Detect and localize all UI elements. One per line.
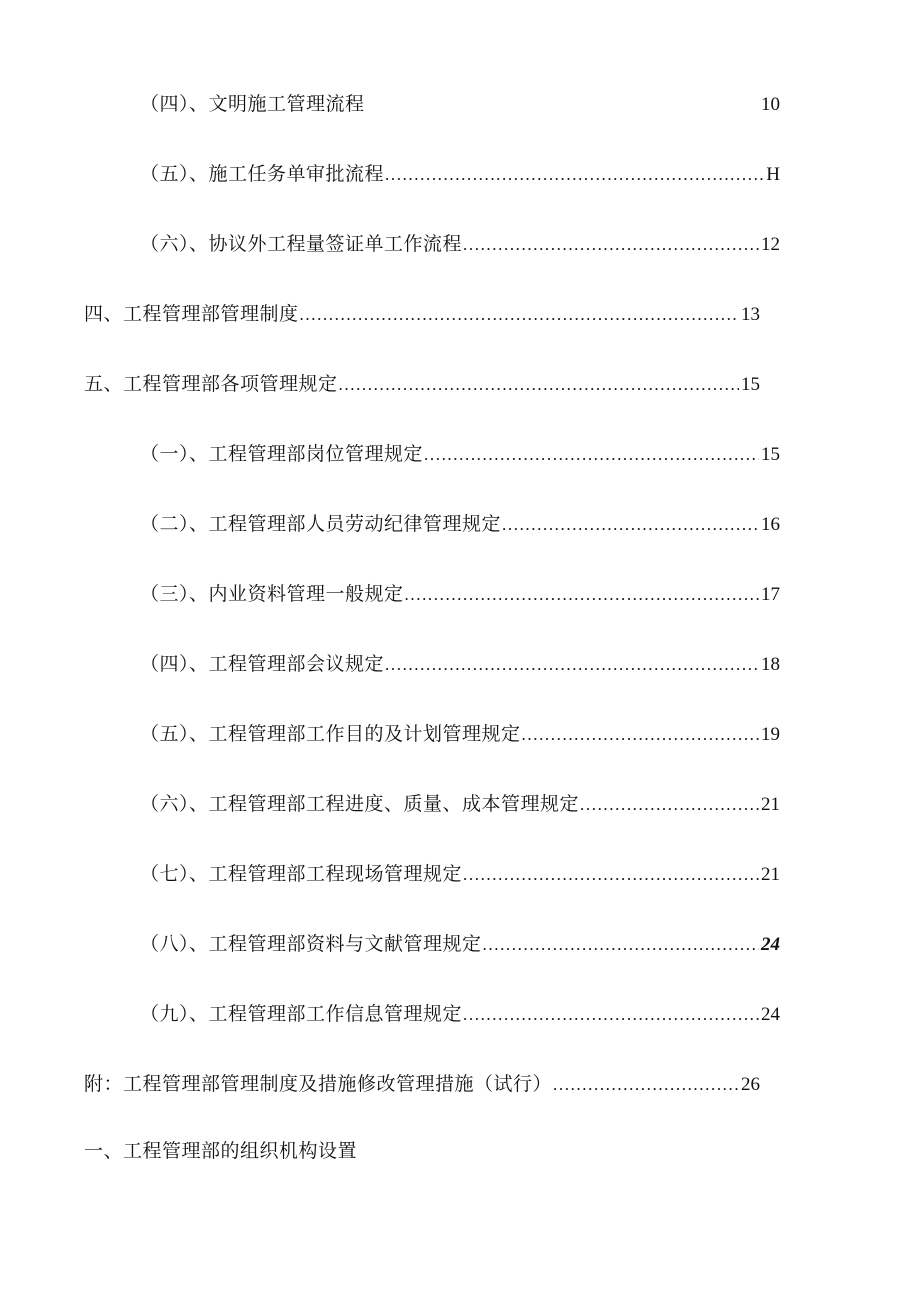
toc-leader [521,720,759,749]
toc-leader [462,1000,759,1029]
toc-line[interactable] [84,369,760,399]
toc-title: 四、工程管理部管理制度 [84,303,299,325]
toc-title: （三）、内业资料管理一般规定 [140,583,404,605]
toc-title: （一）、工程管理部岗位管理规定 [140,443,424,465]
toc-line[interactable] [140,789,780,819]
toc-page-number: 15 [741,374,760,395]
toc-line[interactable] [84,299,760,329]
toc-page-number: 10 [761,94,780,115]
toc-line[interactable] [140,859,780,889]
toc-line[interactable] [140,229,780,259]
toc-page-number: 21 [761,864,780,885]
toc-title: （九）、工程管理部工作信息管理规定 [140,1003,463,1025]
toc-line[interactable] [140,649,780,679]
toc-page-number: 16 [761,514,780,535]
toc-page-number: 24 [761,1004,780,1025]
toc-title: 附：工程管理部管理制度及措施修改管理措施（试行） [84,1073,553,1095]
toc-title: 五、工程管理部各项管理规定 [84,373,338,395]
toc-page-number: 19 [761,724,780,745]
toc-page-number: 12 [761,234,780,255]
toc-title: （五）、施工任务单审批流程 [140,163,385,185]
toc-page-number: 13 [741,304,760,325]
toc-leader [384,160,764,189]
toc-line[interactable] [140,89,780,119]
toc-page-number: 18 [761,654,780,675]
toc-page-number: 17 [761,584,780,605]
toc-leader [552,1070,739,1099]
toc-title: （七）、工程管理部工程现场管理规定 [140,863,463,885]
toc-page-number: 15 [761,444,780,465]
toc-leader [579,790,759,819]
toc-leader [462,230,759,259]
toc-title: （二）、工程管理部人员劳动纪律管理规定 [140,513,502,535]
toc-leader [384,650,759,679]
toc-line[interactable] [84,1069,760,1099]
toc-line[interactable] [140,999,780,1029]
toc-leader [501,510,759,539]
toc-leader [299,300,739,329]
toc-page-number: H [766,164,780,185]
toc-line[interactable] [140,579,780,609]
toc-line[interactable] [140,929,780,959]
toc-leader [482,930,759,959]
toc-page-number: 24 [761,934,780,955]
toc-title: （六）、工程管理部工程进度、质量、成本管理规定 [140,793,580,815]
toc-title: （四）、文明施工管理流程 [140,93,365,115]
toc-leader [462,860,759,889]
toc-line[interactable] [140,509,780,539]
toc-leader [404,580,759,609]
toc-title: （六）、协议外工程量签证单工作流程 [140,233,463,255]
section-heading: 一、工程管理部的组织机构设置 [84,1140,358,1162]
toc-line[interactable] [140,439,780,469]
toc-title: （五）、工程管理部工作目的及计划管理规定 [140,723,521,745]
toc-leader [423,440,759,469]
toc-line[interactable] [140,719,780,749]
toc-title: （四）、工程管理部会议规定 [140,653,385,675]
toc-line[interactable] [140,159,780,189]
toc-page-number: 21 [761,794,780,815]
toc-page-number: 26 [741,1074,760,1095]
toc-title: （八）、工程管理部资料与文献管理规定 [140,933,482,955]
toc-leader [338,370,739,399]
